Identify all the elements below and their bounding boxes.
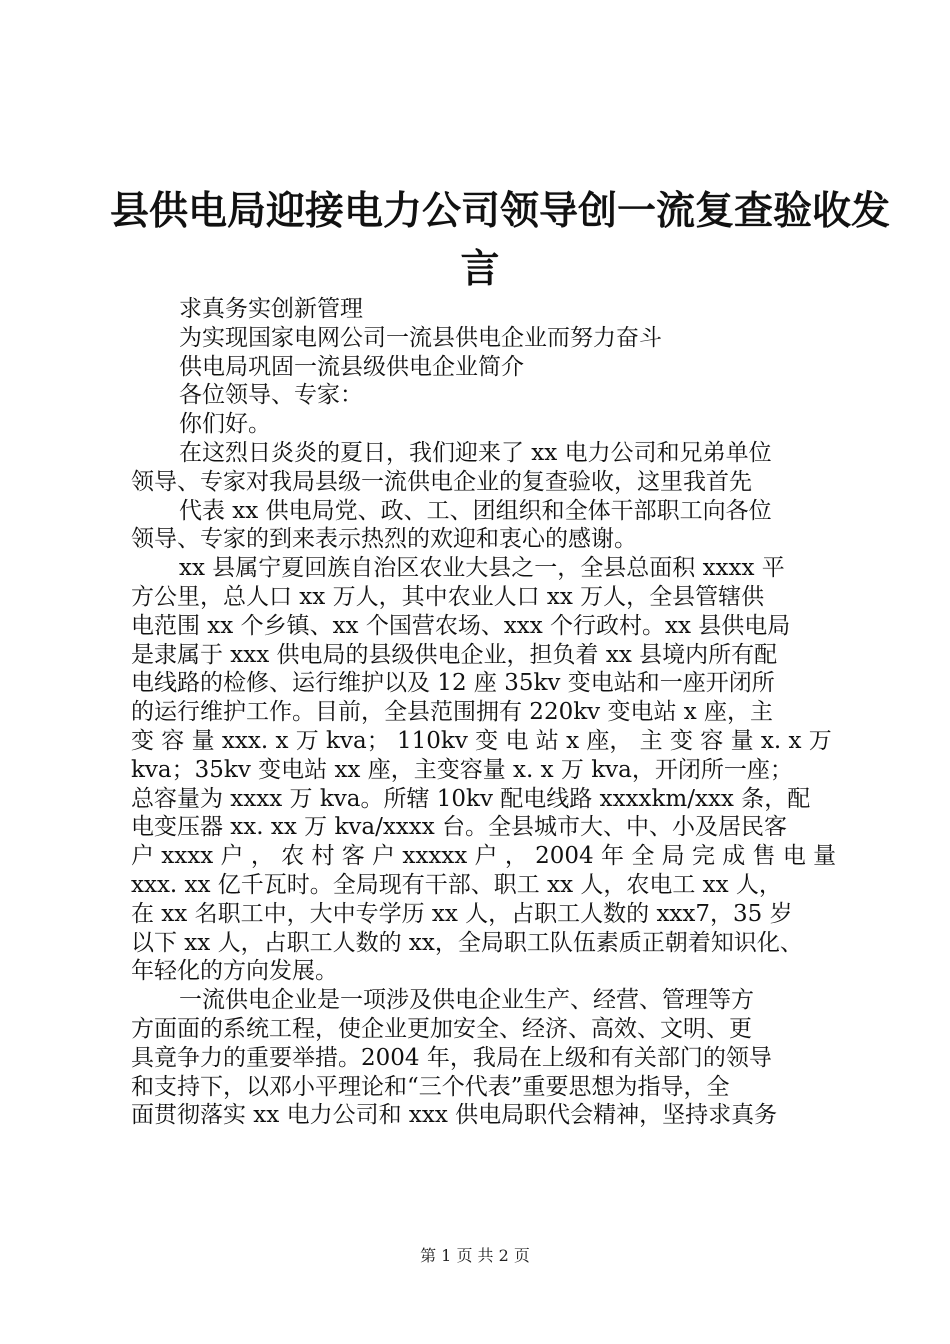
body-line: 你们好。	[179, 411, 271, 438]
body-line: 领导、专家对我局县级一流供电企业的复查验收，这里我首先	[131, 468, 752, 495]
body-line: 具竟争力的重要举措。2004 年，我局在上级和有关部门的领导	[131, 1044, 772, 1071]
body-line: 以下 xx 人，占职工人数的 xx，全局职工队伍素质正朝着知识化、	[131, 929, 803, 956]
body-line: 总容量为 xxxx 万 kva。所辖 10kv 配电线路 xxxxkm/xxx 条，配	[131, 785, 811, 812]
body-line: 领导、专家的到来表示热烈的欢迎和衷心的感谢。	[131, 526, 637, 553]
body-line: 电变压器 xx. xx 万 kva/xxxx 台。全县城市大、中、小及居民客	[131, 814, 788, 841]
body-line: xxx. xx 亿千瓦时。全局现有干部、职工 xx 人，农电工 xx 人，	[131, 871, 782, 898]
body-line: 供电局巩固一流县级供电企业简介	[179, 353, 524, 380]
body-line: 电范围 xx 个乡镇、xx 个国营农场、xxx 个行政村。xx 县供电局	[131, 612, 791, 639]
body-line: 的运行维护工作。目前，全县范围拥有 220kv 变电站 x 座，主	[131, 699, 774, 726]
body-line: 面贯彻落实 xx 电力公司和 xxx 供电局职代会精神，坚持求真务	[131, 1102, 778, 1129]
body-line: kva；35kv 变电站 xx 座，主变容量 x. x 万 kva，开闭所一座；	[131, 756, 793, 783]
body-line: 求真务实创新管理	[179, 296, 363, 322]
body-line: 在这烈日炎炎的夏日，我们迎来了 xx 电力公司和兄弟单位	[179, 439, 772, 466]
body-line: 为实现国家电网公司一流县供电企业而努力奋斗	[179, 324, 662, 351]
body-line: 在 xx 名职工中，大中专学历 xx 人，占职工人数的 xxx7，35 岁	[131, 900, 793, 927]
body-line: 各位领导、专家：	[179, 382, 363, 409]
body-line: 和支持下，以邓小平理论和“三个代表”重要思想为指导，全	[131, 1073, 730, 1100]
document-body	[131, 295, 837, 1130]
body-line: 一流供电企业是一项涉及供电企业生产、经营、管理等方	[179, 987, 754, 1014]
body-line: 年轻化的方向发展。	[131, 958, 338, 985]
body-line: 户 xxxx 户 ， 农 村 客 户 xxxxx 户 ， 2004 年 全 局 完 成 售 电 量	[131, 843, 837, 870]
body-line: 方面面的系统工程，使企业更加安全、经济、高效、文明、更	[131, 1015, 752, 1042]
body-line: 是隶属于 xxx 供电局的县级供电企业，担负着 xx 县境内所有配	[131, 641, 778, 668]
page-footer: 第 1 页 共 2 页	[420, 1246, 530, 1265]
document-title-line-1: 县供电局迎接电力公司领导创一流复查验收发	[110, 188, 891, 234]
document-title-line-2: 言	[460, 246, 500, 292]
body-line: 电线路的检修、运行维护以及 12 座 35kv 变电站和一座开闭所	[131, 670, 775, 697]
body-line: 代表 xx 供电局党、政、工、团组织和全体干部职工向各位	[179, 497, 772, 524]
body-line: 变 容 量 xxx. x 万 kva； 110kv 变 电 站 x 座， 主 变 容 量 x. x 万	[131, 727, 832, 754]
body-line: xx 县属宁夏回族自治区农业大县之一，全县总面积 xxxx 平	[179, 555, 785, 582]
body-line: 方公里，总人口 xx 万人，其中农业人口 xx 万人，全县管辖供	[131, 583, 765, 610]
